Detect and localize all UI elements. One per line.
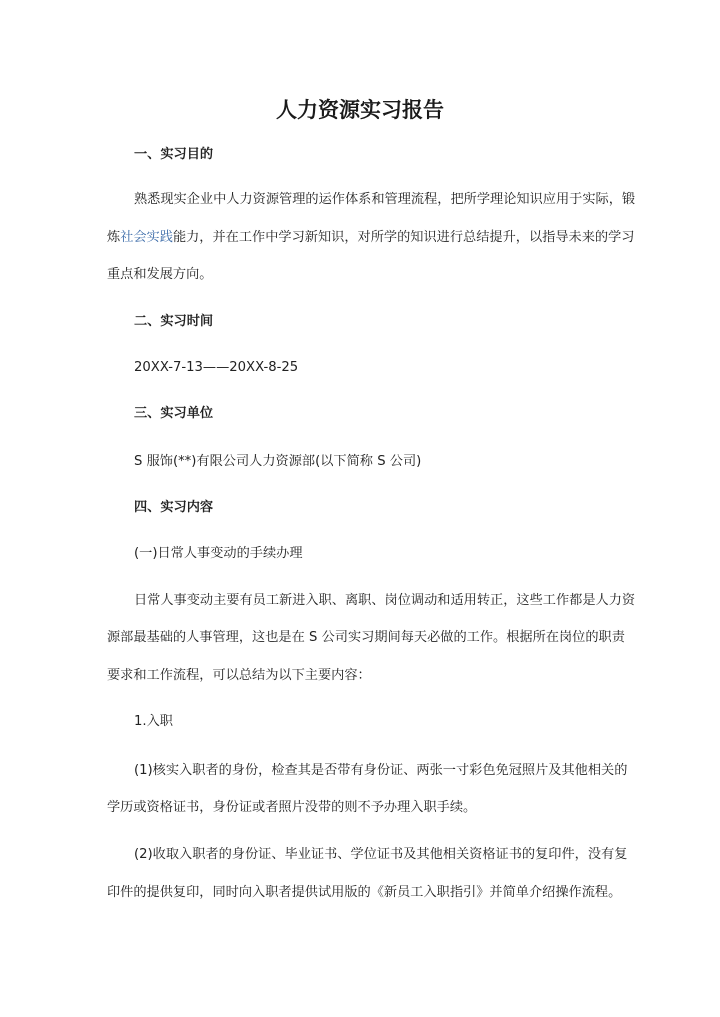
section-heading-content: 四、实习内容 <box>134 500 214 515</box>
page-title: 人力资源实习报告 <box>276 98 444 122</box>
text: 炼 <box>107 230 121 245</box>
text: 能力，并在工作中学习新知识，对所学的知识进行总结提升，以指导未来的学习 <box>172 230 635 245</box>
subheading: (一)日常人事变动的手续办理 <box>134 546 303 561</box>
paragraph-line: 重点和发展方向。 <box>107 267 213 282</box>
paragraph-line: 印件的提供复印，同时向入职者提供试用版的《新员工入职指引》并简单介绍操作流程。 <box>107 885 622 900</box>
paragraph-line: 日常人事变动主要有员工新进入职、离职、岗位调动和适用转正，这些工作都是人力资 <box>134 593 636 608</box>
paragraph-line: 学历或资格证书，身份证或者照片没带的则不予办理入职手续。 <box>107 800 477 815</box>
internship-dates: 20XX-7-13——20XX-8-25 <box>134 360 299 375</box>
internship-unit: S 服饰(**)有限公司人力资源部(以下简称 S 公司) <box>134 454 422 469</box>
paragraph-line: 要求和工作流程，可以总结为以下主要内容： <box>107 668 371 683</box>
list-item-heading: 1.入职 <box>134 714 173 729</box>
section-heading-purpose: 一、实习目的 <box>134 147 214 162</box>
section-heading-unit: 三、实习单位 <box>134 406 214 421</box>
paragraph-line: 源部最基础的人事管理，这也是在 S 公司实习期间每天必做的工作。根据所在岗位的职责 <box>107 630 625 645</box>
paragraph-line: (1)核实入职者的身份，检查其是否带有身份证、两张一寸彩色免冠照片及其他相关的 <box>134 763 628 778</box>
paragraph-line <box>107 229 635 247</box>
paragraph-line: 熟悉现实企业中人力资源管理的运作体系和管理流程，把所学理论知识应用于实际，锻 <box>134 192 636 207</box>
section-heading-time: 二、实习时间 <box>134 314 214 329</box>
paragraph-line: (2)收取入职者的身份证、毕业证书、学位证书及其他相关资格证书的复印件，没有复 <box>134 847 628 862</box>
social-practice-link[interactable]: 社会实践 <box>120 230 173 245</box>
